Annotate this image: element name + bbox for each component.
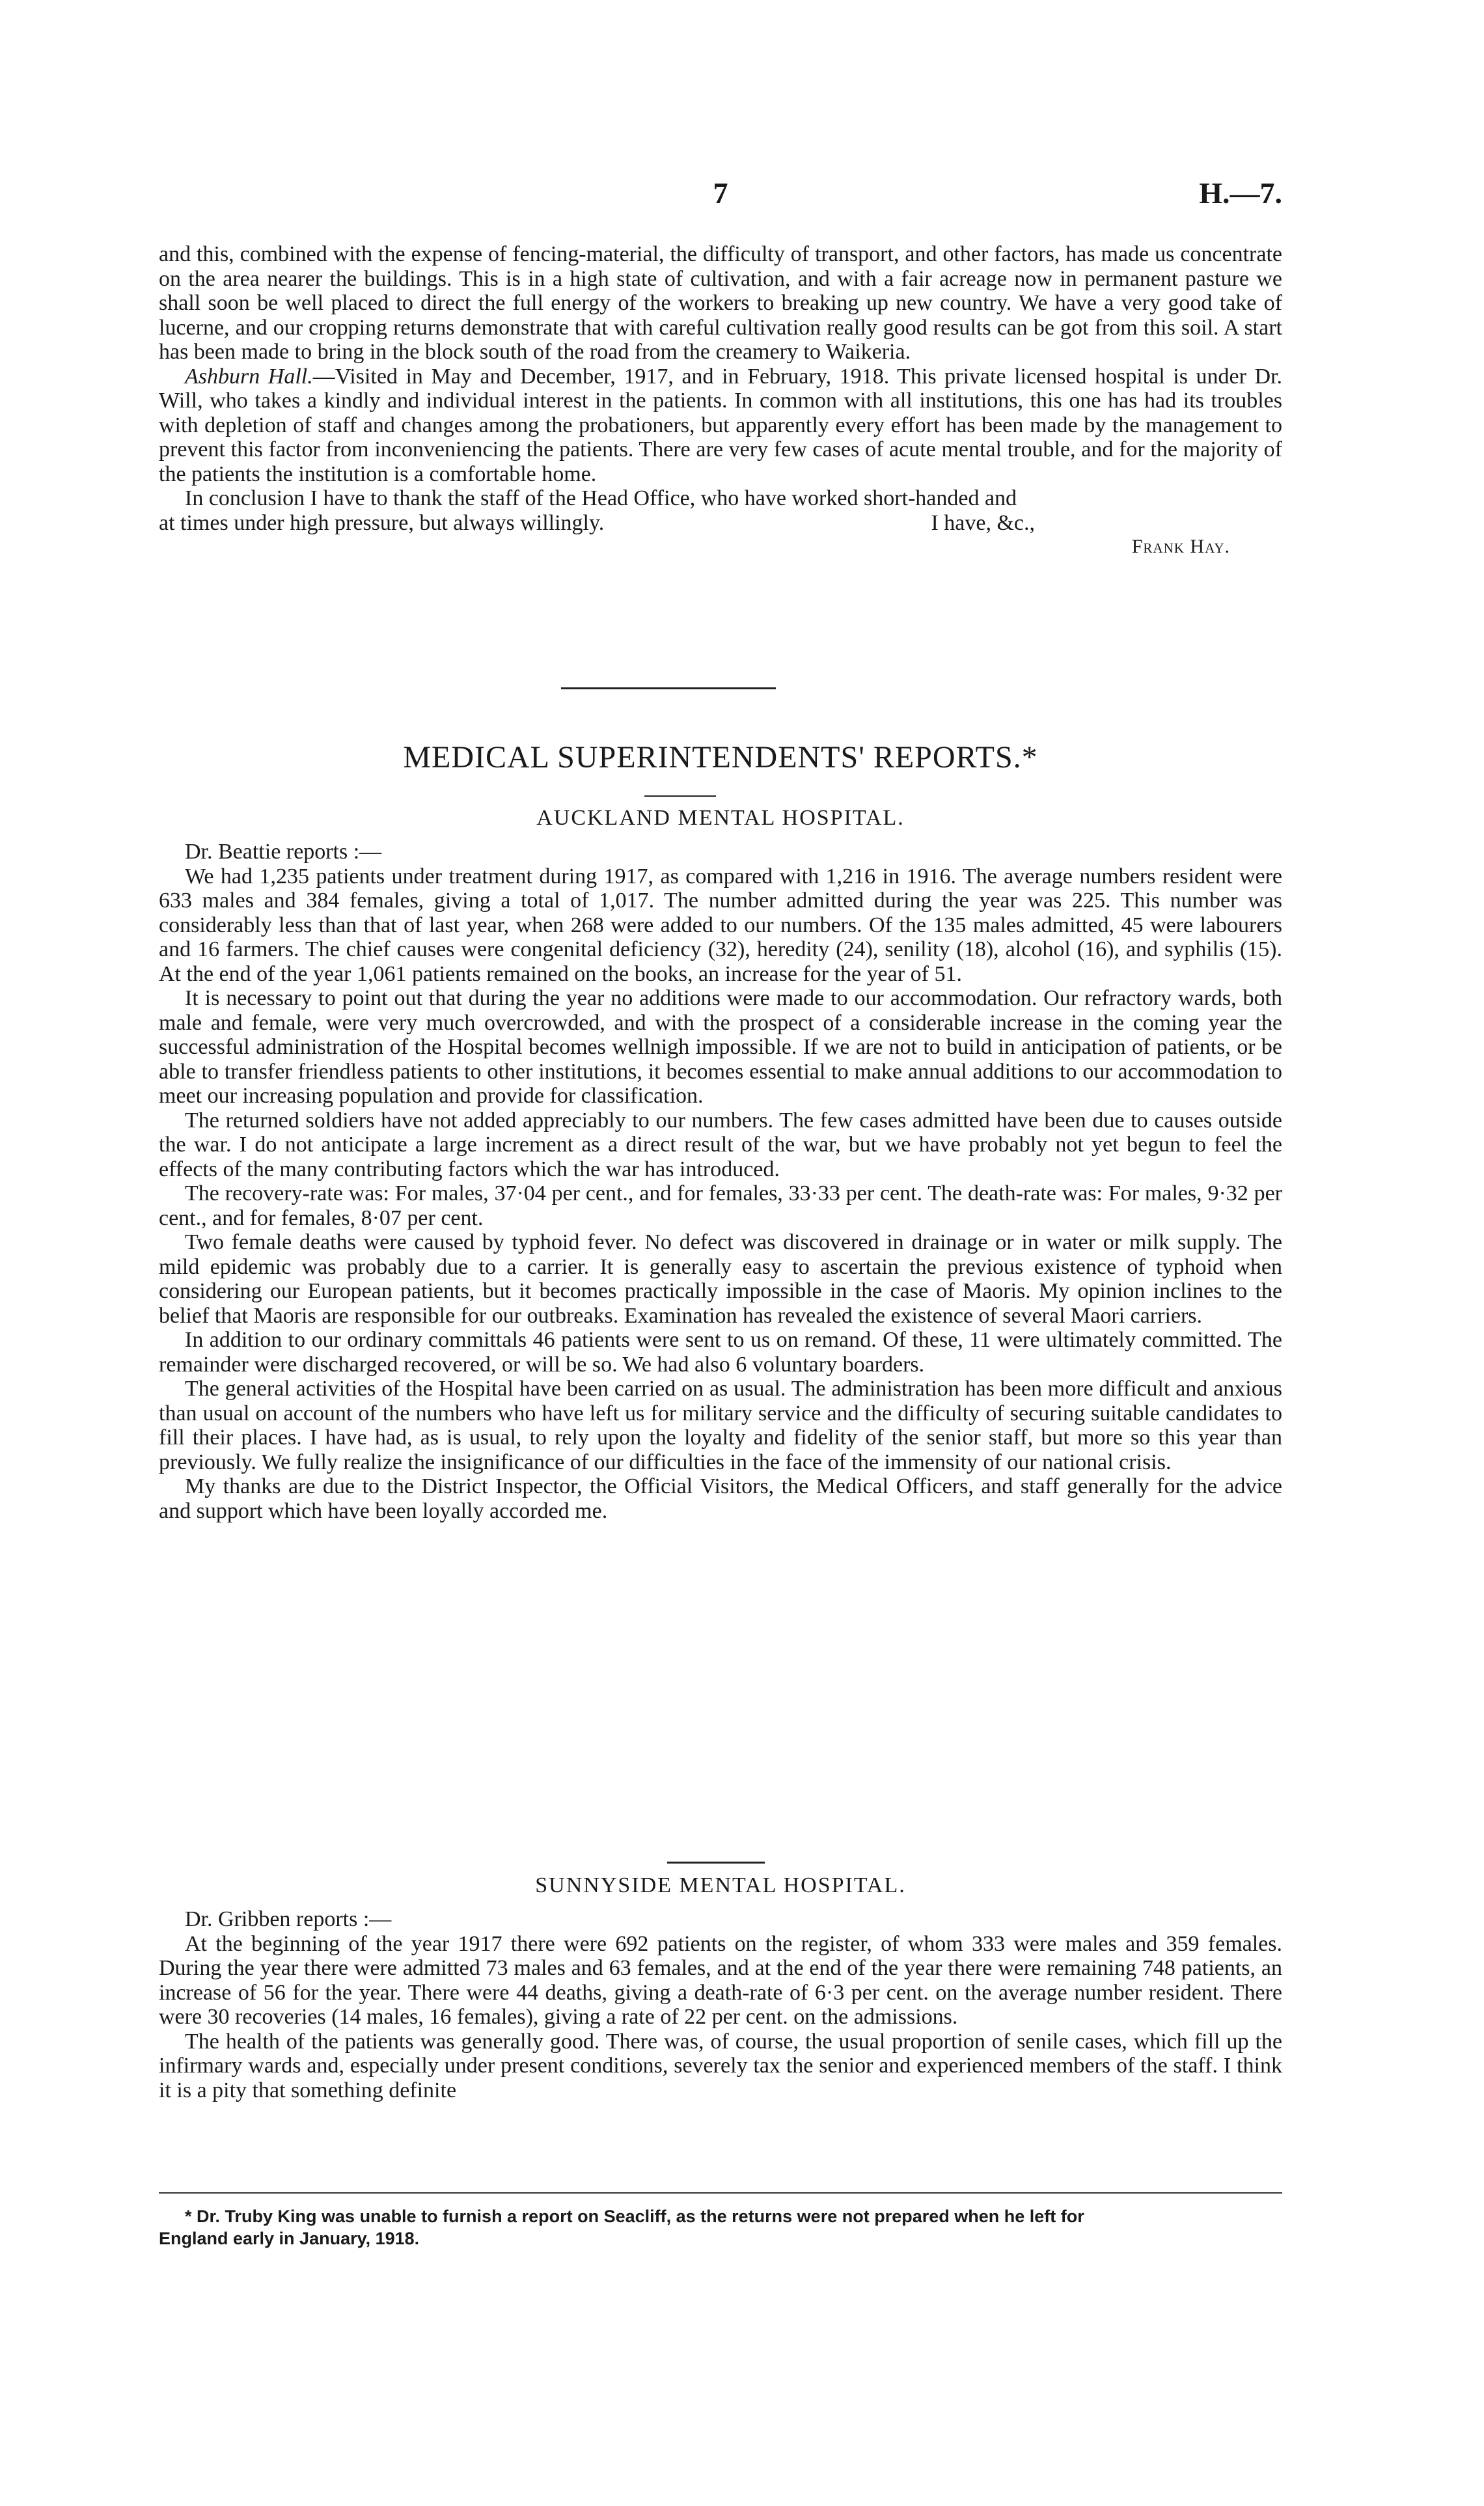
footnote-line: * Dr. Truby King was unable to furnish a report on Seacliff, as the returns were not prepared when he left for	[185, 2207, 1084, 2226]
page-number: 7	[713, 176, 728, 210]
auckland-paragraph: Two female deaths were caused by typhoid fever. No defect was discovered in drainage or in water or milk supply. The mild epidemic was probably due to a carrier. It is generally easy to ascertain the previous existence of typhoid when considering our European patients, but it becomes practically impossible in the case of Maoris. My opinion inclines to the belief that Maoris are responsible for our outbreaks. Examination has revealed the existence of several Maori carriers.	[159, 1230, 1282, 1328]
auckland-reporter: Dr. Beattie reports :—	[185, 840, 382, 864]
signature: Frank Hay.	[1131, 536, 1230, 557]
footnote	[159, 2205, 1282, 2250]
sunnyside-heading: SUNNYSIDE MENTAL HOSPITAL.	[535, 1873, 906, 1897]
main-title: MEDICAL SUPERINTENDENTS' REPORTS.*	[403, 740, 1038, 775]
auckland-paragraph: In addition to our ordinary committals 46 patients were sent to us on remand. Of these, 11 were ultimately committed. The remainder were discharged recovered, or will be so. We had also 6 voluntary boarders.	[159, 1328, 1282, 1377]
title-underline	[644, 795, 716, 797]
ashburn-hall-text: —Visited in May and December, 1917, and in February, 1918. This private licensed hospital is under Dr. Will, who takes a kindly and individual interest in the patients. In common with all institutions, this one has had its troubles with depletion of staff and changes among the probationers, but apparently every effort has been made by the management to prevent this factor from inconveniencing the patients. There are very few cases of acute mental trouble, and for the majority of the patients the institution is a comfortable home.	[159, 364, 1282, 486]
closing-line	[159, 511, 1282, 536]
footnote-line: England early in January, 1918.	[159, 2229, 420, 2248]
document-code: H.—7.	[1199, 176, 1282, 210]
sunnyside-paragraph: The health of the patients was generally good. There was, of course, the usual proportion of senile cases, which fill up the infirmary wards and, especially under present conditions, severely tax the senior and experienced members of the staff. I think it is a pity that something definite	[159, 2029, 1282, 2102]
sunnyside-section	[159, 1907, 1282, 2102]
page-header	[159, 176, 1282, 215]
intro-section	[159, 242, 1282, 558]
auckland-heading: AUCKLAND MENTAL HOSPITAL.	[536, 806, 905, 830]
ashburn-hall-lead: Ashburn Hall.	[185, 364, 313, 389]
auckland-paragraph: The general activities of the Hospital have been carried on as usual. The administration has been more difficult and anxious than usual on account of the numbers who have left us for military service and the difficulty of securing suitable candidates to fill their places. I have had, as is usual, to rely upon the loyalty and fidelity of the senior staff, but more so this year than previously. We fully realize the insignificance of our difficulties in the face of the immensity of our national crisis.	[159, 1377, 1282, 1474]
closing-text: at times under high pressure, but always willingly.	[159, 510, 605, 535]
auckland-paragraph: My thanks are due to the District Inspector, the Official Visitors, the Medical Officers, and staff generally for the advice and support which have been loyally accorded me.	[159, 1474, 1282, 1523]
auckland-paragraph: The recovery-rate was: For males, 37·04 per cent., and for females, 33·33 per cent. The death-rate was: For males, 9·32 per cent., and for females, 8·07 per cent.	[159, 1181, 1282, 1230]
intro-paragraph-1: and this, combined with the expense of fencing-material, the difficulty of transport, and other factors, has made us concentrate on the area nearer the buildings. This is in a high state of cultivation, and with a fair acreage now in permanent pasture we shall soon be well placed to direct the full energy of the workers to breaking up new country. We have a very good take of lucerne, and our cropping returns demonstrate that with careful cultivation really good results can be got from this soil. A start has been made to bring in the block south of the road from the creamery to Waikeria.	[159, 242, 1282, 364]
auckland-section	[159, 840, 1282, 1523]
footnote-rule	[159, 2192, 1282, 2194]
auckland-paragraph: It is necessary to point out that during the year no additions were made to our accommodation. Our refractory wards, both male and female, were very much overcrowded, and with the prospect of a considerable increase in the coming year the successful administration of the Hospital becomes wellnigh impossible. If we are not to build in anticipation of patients, or be able to transfer friendless patients to other institutions, it becomes essential to make annual additions to our accommodation to meet our increasing population and provide for classification.	[159, 986, 1282, 1108]
section-divider	[667, 1862, 765, 1864]
intro-paragraph-3: In conclusion I have to thank the staff of the Head Office, who have worked short-handed and	[185, 486, 1017, 510]
auckland-paragraph: The returned soldiers have not added appreciably to our numbers. The few cases admitted have been due to causes outside the war. I do not anticipate a large increment as a direct result of the war, but we have probably not yet begun to feel the effects of the many contributing factors which the war has introduced.	[159, 1108, 1282, 1181]
sunnyside-reporter: Dr. Gribben reports :—	[185, 1907, 392, 1931]
intro-paragraph-2	[159, 365, 1282, 487]
closing-salutation: I have, &c.,	[931, 510, 1035, 535]
section-divider	[561, 687, 776, 689]
auckland-paragraph: We had 1,235 patients under treatment during 1917, as compared with 1,216 in 1916. The average numbers resident were 633 males and 384 females, giving a total of 1,017. The number admitted during the year was 225. This number was considerably less than that of last year, when 268 were added to our numbers. Of the 135 males admitted, 45 were labourers and 16 farmers. The chief causes were congenital deficiency (32), heredity (24), senility (18), alcohol (16), and syphilis (15). At the end of the year 1,061 patients remained on the books, an increase for the year of 51.	[159, 864, 1282, 986]
sunnyside-paragraph: At the beginning of the year 1917 there were 692 patients on the register, of whom 333 were males and 359 females. During the year there were admitted 73 males and 63 females, and at the end of the year there were remaining 748 patients, an increase of 56 for the year. There were 44 deaths, giving a death-rate of 6·3 per cent. on the average number resident. There were 30 recoveries (14 males, 16 females), giving a rate of 22 per cent. on the admissions.	[159, 1931, 1282, 2029]
